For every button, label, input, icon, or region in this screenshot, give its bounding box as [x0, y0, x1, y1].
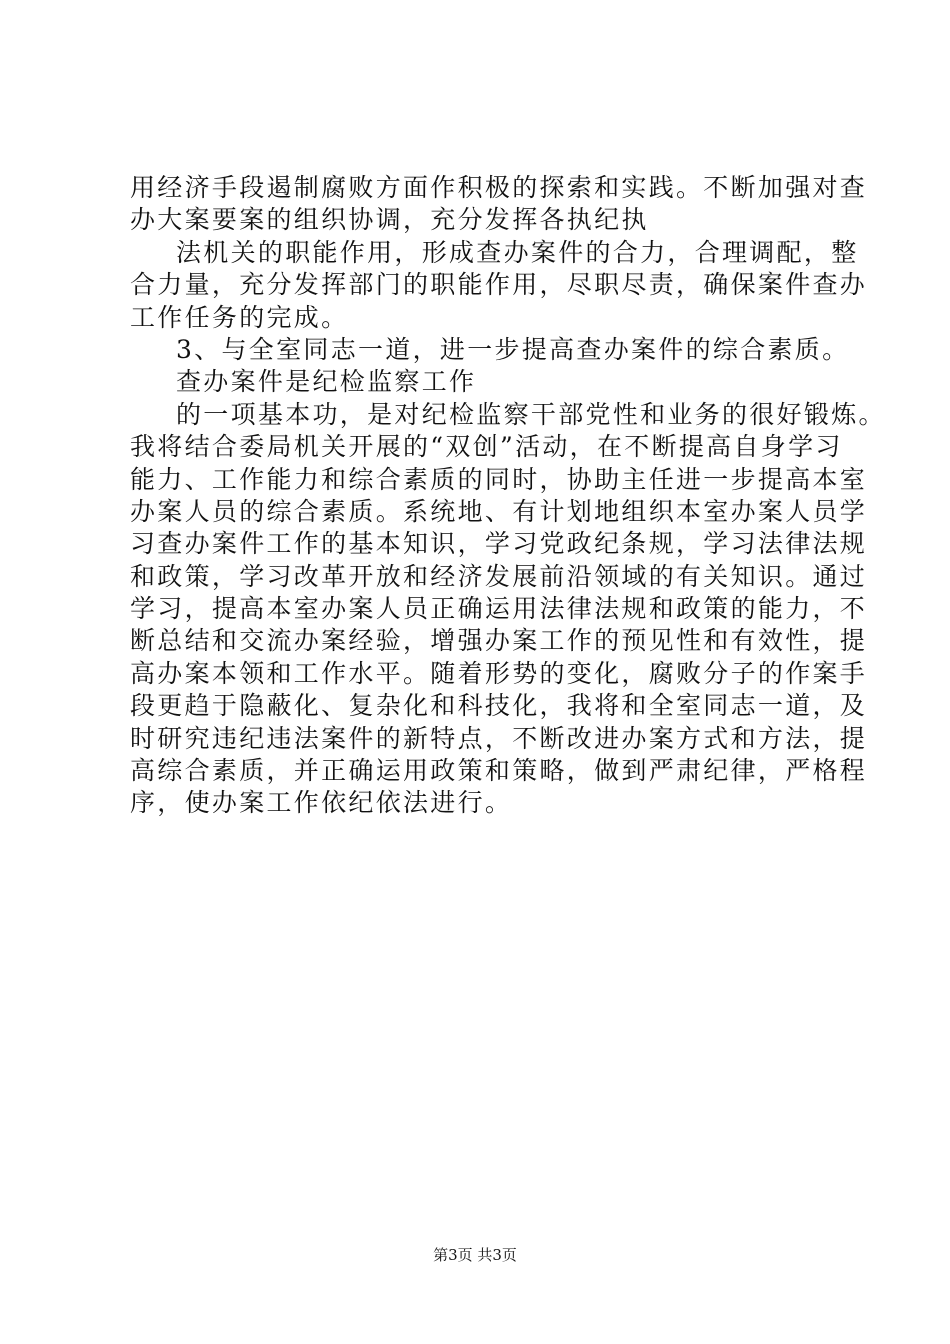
- text-line: 我将结合委局机关开展的“双创”活动，在不断提高自身学习: [130, 432, 843, 462]
- text-line: 工作任务的完成。: [130, 302, 349, 332]
- text-line: 法机关的职能作用，形成查办案件的合力，合理调配，整: [176, 237, 859, 267]
- text-line: 办案人员的综合素质。系统地、有计划地组织本室办案人员学: [130, 496, 868, 526]
- text-line: 高综合素质，并正确运用政策和策略，做到严肃纪律，严格程: [130, 756, 868, 786]
- text-line: 序，使办案工作依纪依法进行。: [130, 788, 513, 818]
- text-line: 合力量，充分发挥部门的职能作用，尽职尽责，确保案件查办: [130, 270, 868, 300]
- text-line: 高办案本领和工作水平。随着形势的变化，腐败分子的作案手: [130, 658, 868, 688]
- text-line: 断总结和交流办案经验，增强办案工作的预见性和有效性，提: [130, 626, 868, 656]
- text-line: 办大案要案的组织协调，充分发挥各执纪执: [130, 205, 649, 235]
- text-line: 学习，提高本室办案人员正确运用法律法规和政策的能力，不: [130, 594, 868, 624]
- document-body: [130, 172, 886, 820]
- text-line: 用经济手段遏制腐败方面作积极的探索和实践。不断加强对查: [130, 173, 868, 202]
- page-number-footer: 第3页 共3页: [433, 1246, 517, 1264]
- text-line: 的一项基本功，是对纪检监察干部党性和业务的很好锻炼。: [176, 399, 886, 429]
- text-line: 段更趋于隐蔽化、复杂化和科技化，我将和全室同志一道，及: [130, 691, 868, 721]
- text-line: 能力、工作能力和综合素质的同时，协助主任进一步提高本室: [130, 464, 868, 494]
- text-line: 时研究违纪违法案件的新特点，不断改进办案方式和方法，提: [130, 723, 868, 753]
- text-line: 习查办案件工作的基本知识，学习党政纪条规，学习法律法规: [130, 529, 868, 559]
- list-item-heading: 3、与全室同志一道，进一步提高查办案件的综合素质。: [176, 334, 850, 364]
- text-line: 查办案件是纪检监察工作: [176, 367, 477, 397]
- text-line: 和政策，学习改革开放和经济发展前沿领域的有关知识。通过: [130, 561, 868, 591]
